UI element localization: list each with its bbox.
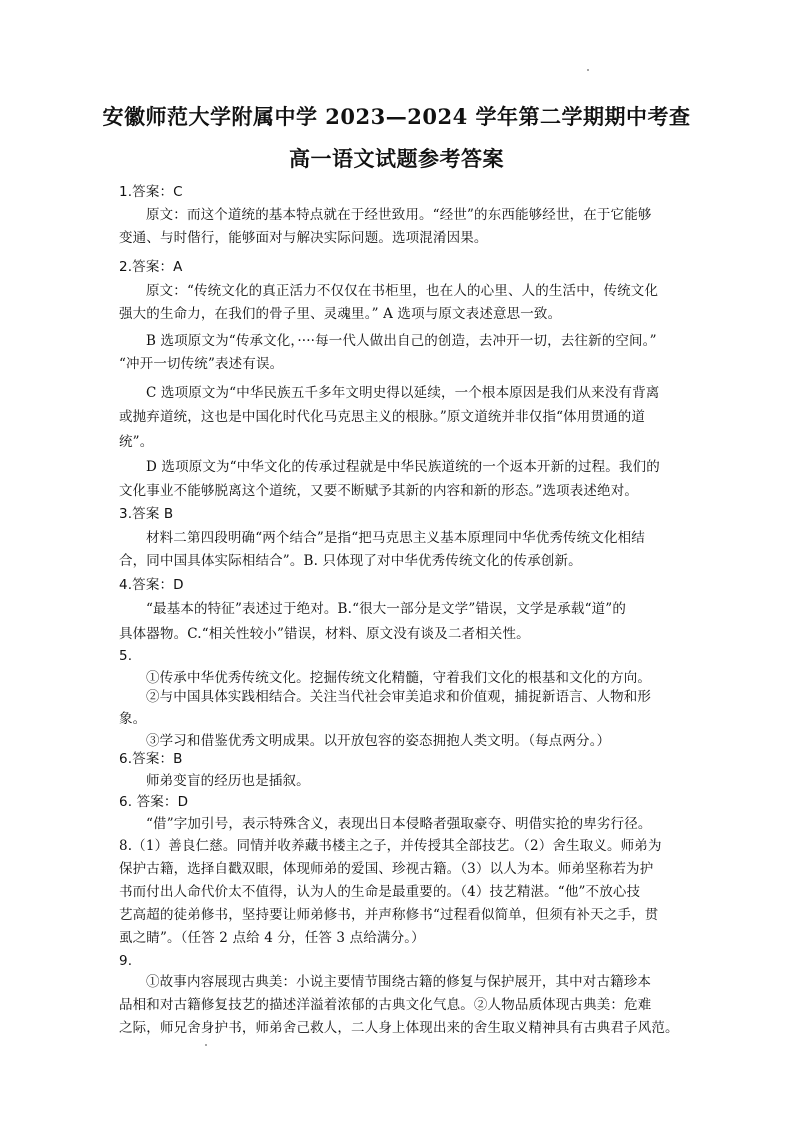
text-line: ①传承中华优秀传统文化。挖掘传统文化精髓，守着我们文化的根基和文化的方向。 bbox=[146, 670, 652, 686]
answer-heading: 3.答案 B bbox=[119, 506, 174, 522]
answer-heading: 5. bbox=[119, 648, 133, 664]
text-line: 强大的生命力，在我们的骨子里、灵魂里。” A 选项与原文表述意思一致。 bbox=[119, 306, 562, 322]
text-line: ②与中国具体实践相结合。关注当代社会审美追求和价值观，捕捉新语言、人物和形 bbox=[146, 689, 652, 705]
text-line: 具体器物。C.“相关性较小”错误，材料、原文没有谈及二者相关性。 bbox=[119, 626, 530, 642]
text-line: 或抛弃道统，这也是中国化时代化马克思主义的根脉。”原文道统并非仅指“体用贯通的道 bbox=[119, 409, 646, 425]
answer-heading: 6. 答案：D bbox=[119, 794, 189, 810]
text-line: 原文：而这个道统的基本特点就在于经世致用。“经世”的东西能够经世，在于它能够 bbox=[146, 207, 652, 223]
answer-heading: 4.答案：D bbox=[119, 577, 184, 593]
text-line: 原文：“传统文化的真正活力不仅仅在书柜里，也在人的心里、人的生活中，传统文化 bbox=[146, 283, 659, 299]
text-line: D 选项原文为“中华文化的传承过程就是中华民族道统的一个返本开新的过程。我们的 bbox=[146, 459, 660, 475]
answer-heading: 6.答案：B bbox=[119, 751, 183, 767]
answer-heading: 9. bbox=[119, 953, 133, 969]
text-line: ③学习和借鉴优秀文明成果。以开放包容的姿态拥抱人类文明。（每点两分。） bbox=[146, 733, 611, 749]
text-line: 书而付出人命代价太不值得，认为人的生命是最重要的。（4）技艺精湛。“他”不放心技 bbox=[119, 884, 641, 900]
text-line: B 选项原文为“传承文化，····每一代人做出自己的创造，去冲开一切，去往新的空间。” bbox=[146, 333, 657, 349]
answer-heading: 2.答案：A bbox=[119, 259, 183, 275]
text-line: ①故事内容展现古典美：小说主要情节围绕古籍的修复与保护展开，其中对古籍珍本 bbox=[146, 974, 652, 990]
text-line: 合，同中国具体实际相结合”。B. 只体现了对中华优秀传统文化的传承创新。 bbox=[119, 553, 582, 569]
text-line: 艺高超的徒弟修书，坚持要让师弟修书，并声称修书“过程看似简单，但须有补天之手，贯 bbox=[119, 907, 659, 923]
text-line: “最基本的特征”表述过于绝对。B.“很大一部分是文学”错误，文学是承载“道”的 bbox=[146, 601, 626, 617]
text-line: 8.（1）善良仁慈。同情并收养藏书楼主之子，并传授其全部技艺。（2）舍生取义。师弟为 bbox=[119, 838, 662, 854]
document-subtitle: 高一语文试题参考答案 bbox=[289, 146, 504, 171]
text-line: 虱之睛”。（任答 2 点给 4 分，任答 3 点给满分。） bbox=[119, 930, 425, 946]
text-line: 师弟变盲的经历也是插叙。 bbox=[146, 773, 310, 789]
text-line: “冲开一切传统”表述有误。 bbox=[119, 356, 284, 372]
scan-speck bbox=[587, 69, 589, 71]
text-line: 象。 bbox=[119, 711, 147, 727]
text-line: 品相和对古籍修复技艺的描述洋溢着浓郁的古典文化气息。②人物品质体现古典美：危难 bbox=[119, 997, 652, 1013]
text-line: C 选项原文为“中华民族五千多年文明史得以延续，一个根本原因是我们从来没有背离 bbox=[146, 385, 660, 401]
text-line: “借”字加引号，表示特殊含义，表现出日本侵略者强取豪夺、明借实抢的卑劣行径。 bbox=[146, 816, 652, 832]
text-line: 统”。 bbox=[119, 434, 154, 450]
answer-heading: 1.答案：C bbox=[119, 184, 183, 200]
text-line: 变通、与时偕行，能够面对与解决实际问题。选项混淆因果。 bbox=[119, 230, 488, 246]
scan-speck bbox=[205, 1044, 207, 1046]
document-title: 安徽师范大学附属中学 2023—2024 学年第二学期期中考查 bbox=[102, 104, 691, 129]
text-line: 文化事业不能够脱离这个道统，又要不断赋予其新的内容和新的形态。”选项表述绝对。 bbox=[119, 483, 639, 499]
text-line: 材料二第四段明确“两个结合”是指“把马克思主义基本原理同中华优秀传统文化相结 bbox=[146, 530, 645, 546]
text-line: 保护古籍，选择自戳双眼，体现师弟的爱国、珍视古籍。（3）以人为本。师弟坚称若为护 bbox=[119, 861, 654, 877]
text-line: 之际，师兄舍身护书，师弟舍己救人，二人身上体现出来的舍生取义精神具有古典君子风范。 bbox=[119, 1020, 679, 1036]
